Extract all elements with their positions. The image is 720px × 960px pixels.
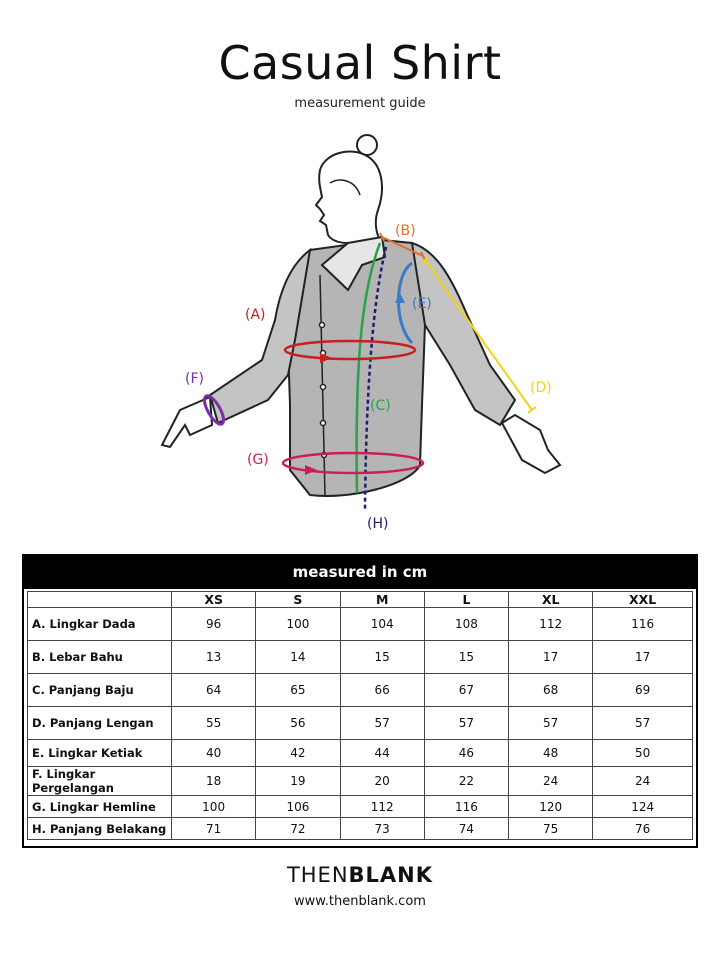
website-link[interactable]: www.thenblank.com [294, 894, 426, 909]
row-label: D. Panjang Lengan [28, 707, 172, 740]
table-cell: 48 [509, 740, 593, 767]
table-cell: 112 [509, 608, 593, 641]
table-cell: 18 [172, 767, 256, 796]
label-e: (E) [412, 296, 432, 312]
page-subtitle: measurement guide [294, 96, 426, 111]
table-cell: 20 [340, 767, 424, 796]
table-cell: 55 [172, 707, 256, 740]
table-row [28, 740, 693, 767]
table-row [28, 707, 693, 740]
table-cell: 73 [340, 818, 424, 840]
table-row [28, 796, 693, 818]
table-cell: 17 [509, 641, 593, 674]
table-row [28, 818, 693, 840]
table-cell: 57 [509, 707, 593, 740]
table-cell: 44 [340, 740, 424, 767]
size-header: XS [172, 592, 256, 608]
label-g: (G) [247, 452, 269, 468]
brand-logo [0, 863, 720, 887]
table-cell: 19 [256, 767, 340, 796]
row-label: H. Panjang Belakang [28, 818, 172, 840]
table-cell: 100 [256, 608, 340, 641]
table-cell: 112 [340, 796, 424, 818]
size-table [27, 591, 693, 840]
label-f: (F) [185, 371, 204, 387]
table-cell: 75 [509, 818, 593, 840]
label-b: (B) [395, 223, 416, 239]
size-header-row [28, 592, 693, 608]
table-cell: 65 [256, 674, 340, 707]
table-cell: 100 [172, 796, 256, 818]
table-row [28, 608, 693, 641]
table-cell: 56 [256, 707, 340, 740]
size-header: XXL [593, 592, 693, 608]
table-cell: 74 [424, 818, 508, 840]
table-cell: 69 [593, 674, 693, 707]
table-cell: 124 [593, 796, 693, 818]
shirt-measurement-diagram [150, 125, 580, 535]
brand-part-blank: BLANK [348, 863, 434, 887]
table-cell: 15 [340, 641, 424, 674]
table-row [28, 767, 693, 796]
table-cell: 120 [509, 796, 593, 818]
table-cell: 64 [172, 674, 256, 707]
table-cell: 15 [424, 641, 508, 674]
label-c: (C) [370, 398, 391, 414]
size-chart [22, 554, 698, 848]
row-label: A. Lingkar Dada [28, 608, 172, 641]
table-cell: 24 [509, 767, 593, 796]
size-header: S [256, 592, 340, 608]
size-header-empty [28, 592, 172, 608]
table-cell: 66 [340, 674, 424, 707]
table-cell: 106 [256, 796, 340, 818]
table-cell: 96 [172, 608, 256, 641]
page-title: Casual Shirt [218, 36, 502, 90]
table-cell: 67 [424, 674, 508, 707]
table-cell: 50 [593, 740, 693, 767]
table-cell: 71 [172, 818, 256, 840]
size-header: M [340, 592, 424, 608]
table-cell: 17 [593, 641, 693, 674]
table-cell: 22 [424, 767, 508, 796]
row-label: F. Lingkar Pergelangan [28, 767, 172, 796]
row-label: G. Lingkar Hemline [28, 796, 172, 818]
table-cell: 76 [593, 818, 693, 840]
table-cell: 46 [424, 740, 508, 767]
table-cell: 42 [256, 740, 340, 767]
label-d: (D) [530, 380, 552, 396]
table-cell: 116 [593, 608, 693, 641]
row-label: C. Panjang Baju [28, 674, 172, 707]
table-cell: 57 [340, 707, 424, 740]
row-label: B. Lebar Bahu [28, 641, 172, 674]
table-cell: 72 [256, 818, 340, 840]
table-cell: 14 [256, 641, 340, 674]
table-cell: 24 [593, 767, 693, 796]
table-cell: 13 [172, 641, 256, 674]
table-cell: 104 [340, 608, 424, 641]
table-cell: 68 [509, 674, 593, 707]
table-cell: 116 [424, 796, 508, 818]
table-row [28, 674, 693, 707]
size-header: L [424, 592, 508, 608]
size-chart-heading: measured in cm [24, 556, 696, 589]
table-row [28, 641, 693, 674]
size-header: XL [509, 592, 593, 608]
label-h: (H) [367, 516, 389, 532]
table-cell: 40 [172, 740, 256, 767]
table-cell: 108 [424, 608, 508, 641]
label-a: (A) [245, 307, 266, 323]
brand-part-then: THEN [286, 863, 349, 887]
row-label: E. Lingkar Ketiak [28, 740, 172, 767]
table-cell: 57 [593, 707, 693, 740]
table-cell: 57 [424, 707, 508, 740]
